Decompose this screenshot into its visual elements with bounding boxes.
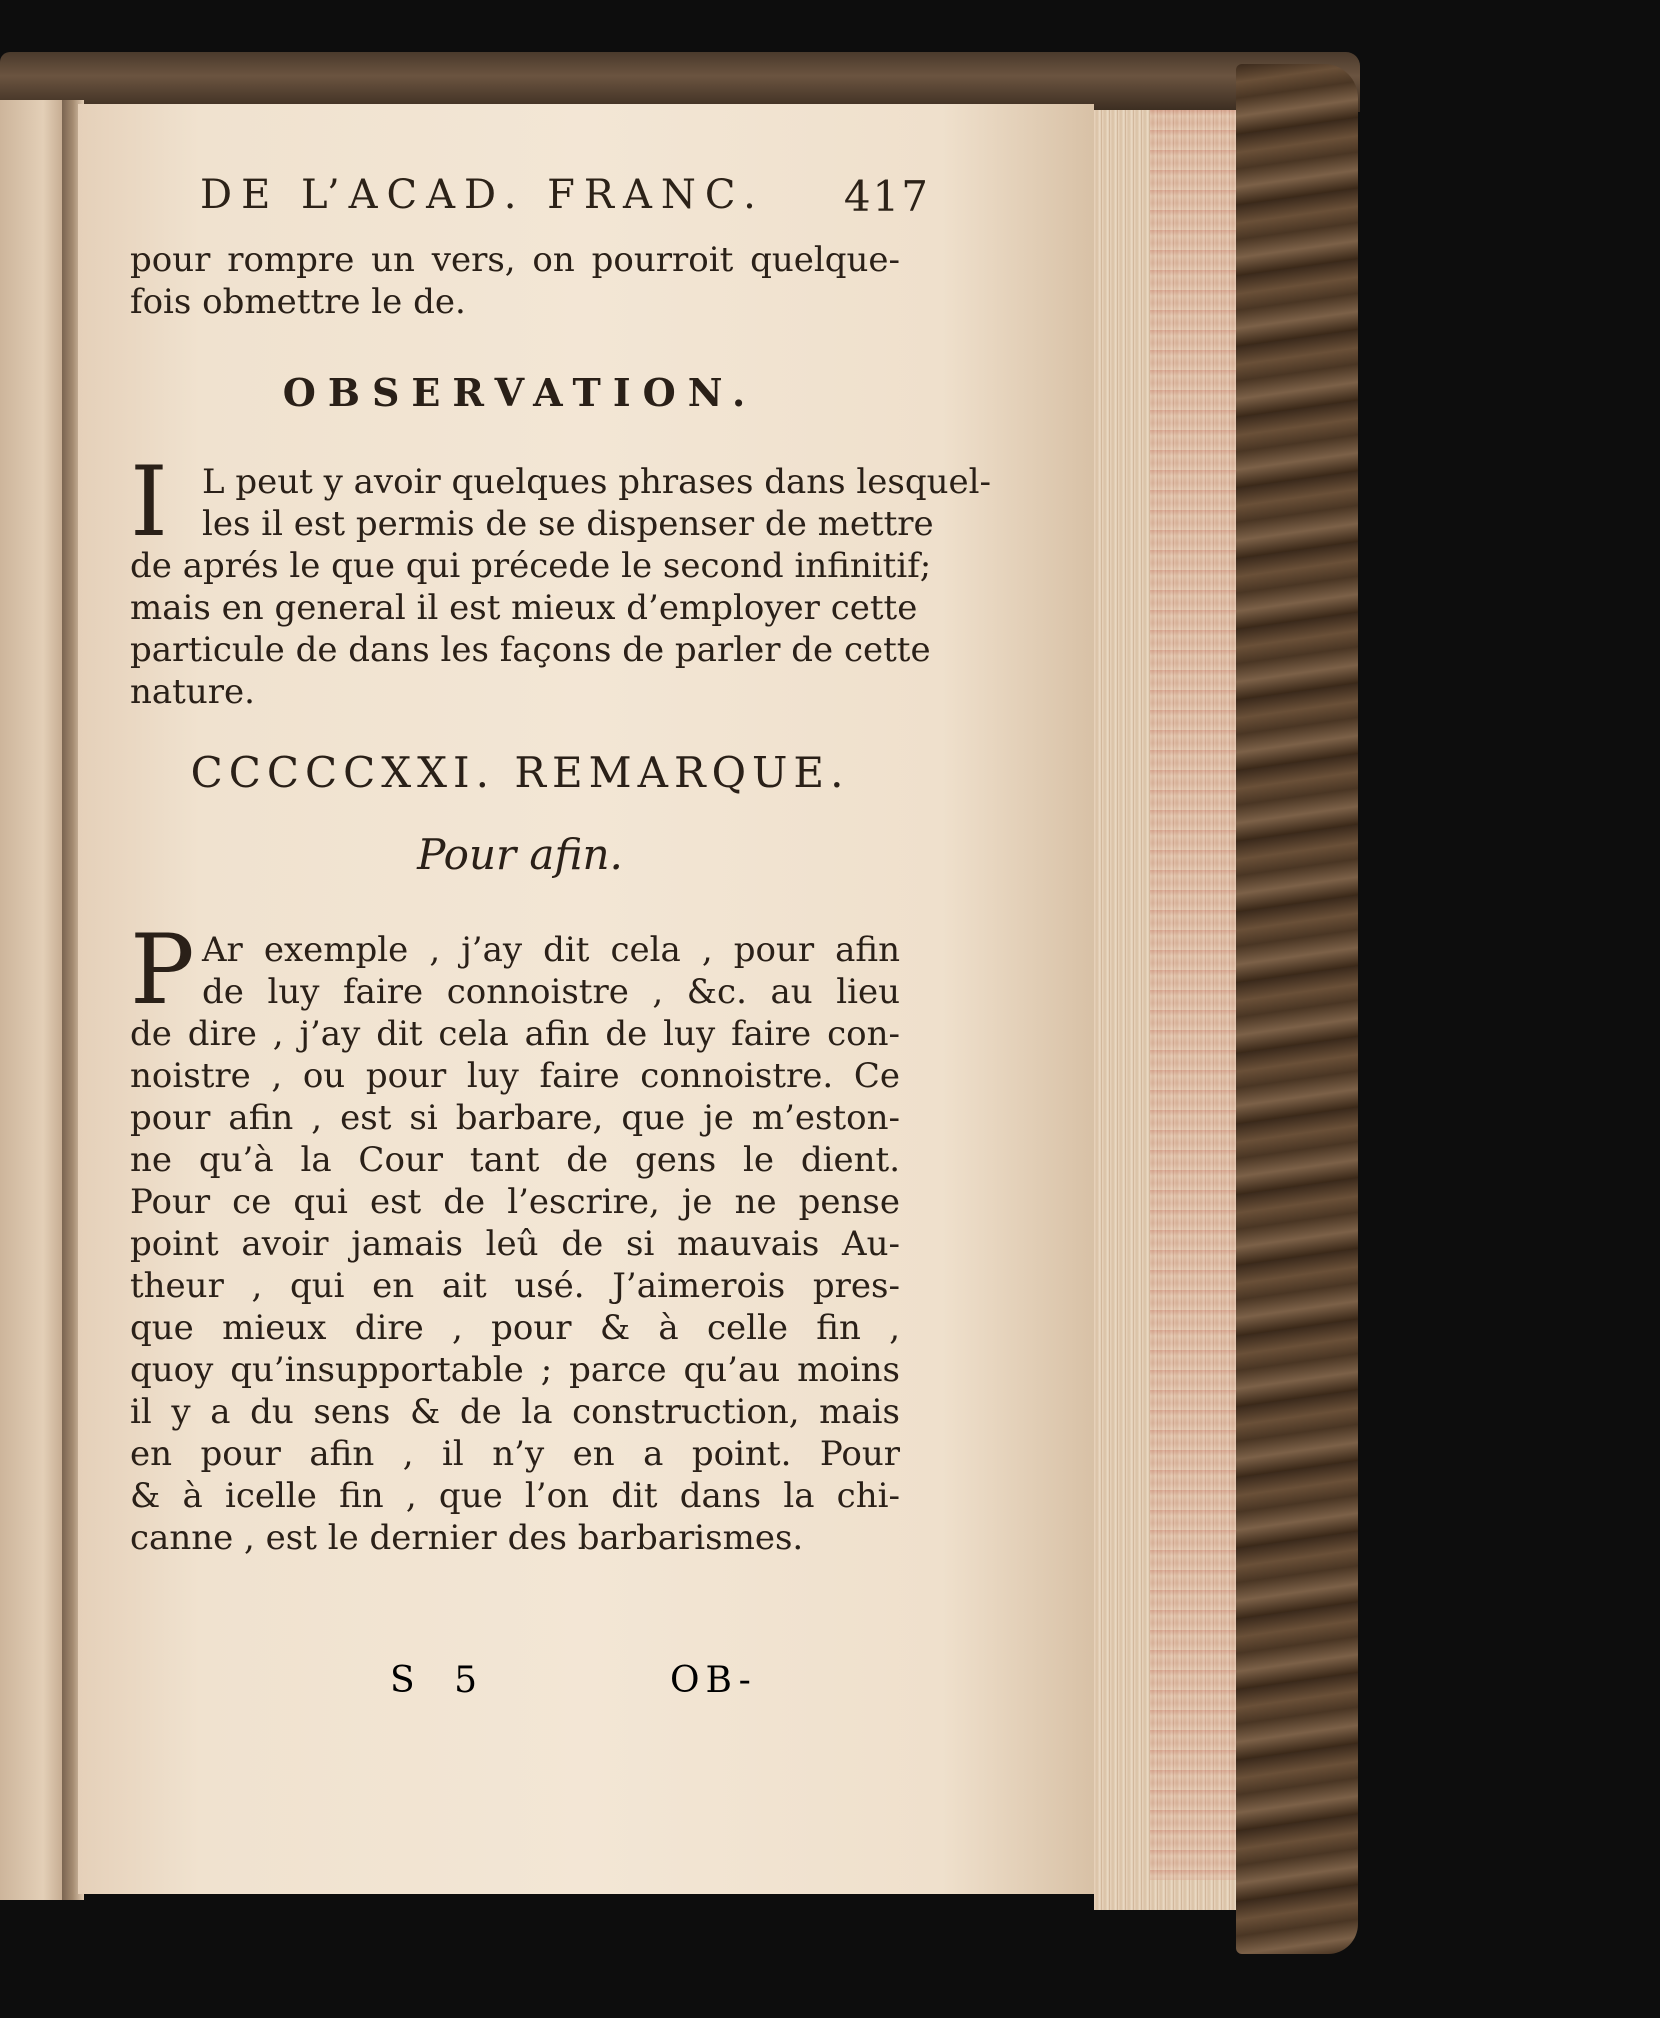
observation-line: nature. (130, 672, 255, 712)
remarque-line: de dire , j’ay dit cela afin de luy faire con- (130, 1014, 900, 1054)
signature-mark: S 5 (390, 1660, 492, 1701)
observation-line: les il est permis de se dispenser de mettre (202, 504, 934, 544)
remarque-line: que mieux dire , pour & à celle fin , (130, 1308, 900, 1348)
catchword: OB- (670, 1660, 757, 1701)
remarque-line: & à icelle fin , que l’on dit dans la chi- (130, 1476, 900, 1516)
drop-cap-i: I (130, 446, 168, 558)
remarque-line: Pour ce qui est de l’escrire, je ne pense (130, 1182, 900, 1222)
book-cover-top (0, 52, 1360, 112)
book-cover-spine-edge (1236, 64, 1358, 1954)
remarque-line: theur , qui en ait usé. J’aimerois pres- (130, 1266, 900, 1306)
observation-line: particule de dans les façons de parler de cette (130, 630, 931, 670)
remarque-line: il y a du sens & de la construction, mais (130, 1392, 900, 1432)
running-head (200, 172, 930, 232)
remarque-line: ne qu’à la Cour tant de gens le dient. (130, 1140, 900, 1180)
observation-heading: OBSERVATION. (282, 370, 758, 415)
remarque-subtitle: Pour afin. (417, 830, 623, 879)
remarque-line: point avoir jamais leû de si mauvais Au- (130, 1224, 900, 1264)
remarque-line: de luy faire connoistre , &c. au lieu (202, 972, 900, 1012)
remarque-line: quoy qu’insupportable ; parce qu’au moins (130, 1350, 900, 1390)
red-sprinkled-edge (1150, 110, 1236, 1880)
continuation-line: fois obmettre le de. (130, 282, 466, 322)
remarque-line: en pour afin , il n’y en a point. Pour (130, 1434, 900, 1474)
remarque-line: pour afin , est si barbare, que je m’eston- (130, 1098, 900, 1138)
drop-cap-p: P (130, 914, 195, 1026)
continuation-line: pour rompre un vers, on pourroit quelque- (130, 240, 900, 280)
remarque-line: Ar exemple , j’ay dit cela , pour afin (202, 930, 900, 970)
observation-line: mais en general il est mieux d’employer cette (130, 588, 918, 628)
remarque-heading: CCCCCXXI. REMARQUE. (190, 748, 850, 797)
running-title: DE L’ACAD. FRANC. (200, 172, 765, 218)
remarque-line: noistre , ou pour luy faire connoistre. Ce (130, 1056, 900, 1096)
observation-line: L peut y avoir quelques phrases dans lesquel- (202, 462, 992, 502)
observation-line: de aprés le que qui précede le second infinitif; (130, 546, 932, 586)
remarque-line: canne , est le dernier des barbarismes. (130, 1518, 804, 1558)
page-number: 417 (843, 172, 930, 221)
